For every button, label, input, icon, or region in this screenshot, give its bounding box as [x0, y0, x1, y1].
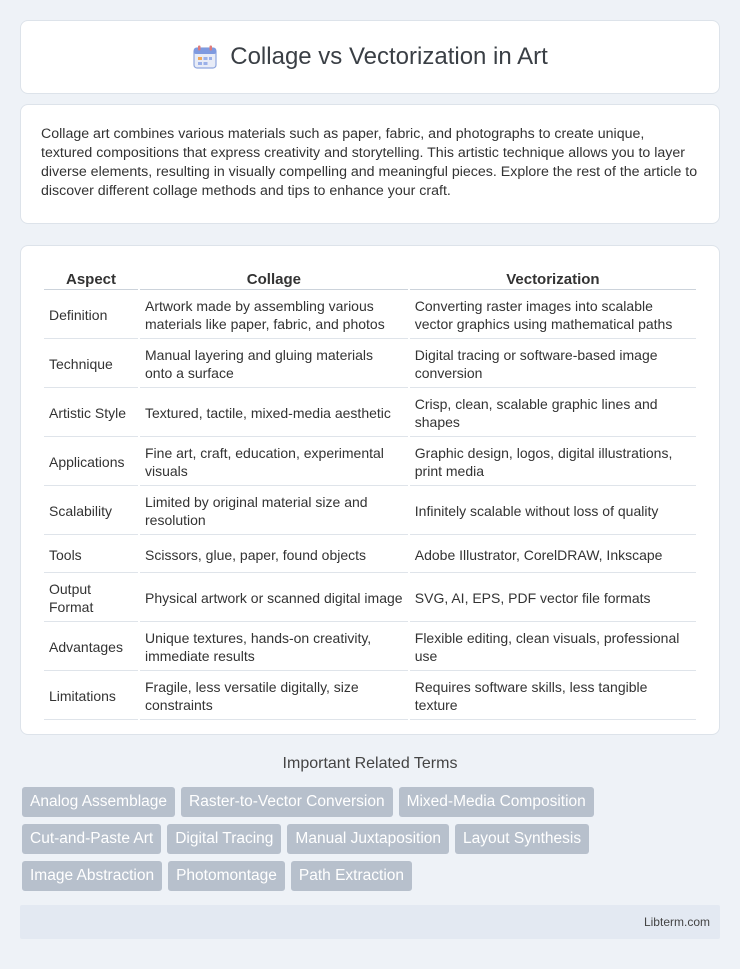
aspect-cell: Tools [44, 537, 138, 573]
table-row [44, 292, 696, 339]
table-row [44, 341, 696, 388]
calendar-icon [192, 44, 218, 70]
aspect-cell: Output Format [44, 575, 138, 622]
table-row [44, 390, 696, 437]
table-row [44, 624, 696, 671]
page-title: Collage vs Vectorization in Art [230, 43, 548, 70]
table-row [44, 575, 696, 622]
header-aspect: Aspect [44, 268, 138, 290]
aspect-cell: Technique [44, 341, 138, 388]
aspect-cell: Advantages [44, 624, 138, 671]
table-row [44, 488, 696, 535]
vectorization-cell: SVG, AI, EPS, PDF vector file formats [410, 575, 696, 622]
tag-row [22, 824, 722, 854]
vectorization-cell: Infinitely scalable without loss of quality [410, 488, 696, 535]
collage-cell: Fine art, craft, education, experimental visuals [140, 439, 408, 486]
vectorization-cell: Flexible editing, clean visuals, professional use [410, 624, 696, 671]
related-term-tag[interactable]: Photomontage [168, 861, 285, 891]
collage-cell: Physical artwork or scanned digital image [140, 575, 408, 622]
related-term-tag[interactable]: Manual Juxtaposition [287, 824, 449, 854]
vectorization-cell: Adobe Illustrator, CorelDRAW, Inkscape [410, 537, 696, 573]
vectorization-cell: Converting raster images into scalable vector graphics using mathematical paths [410, 292, 696, 339]
tag-row [22, 787, 722, 817]
aspect-cell: Definition [44, 292, 138, 339]
header-vectorization: Vectorization [410, 268, 696, 290]
table-row [44, 537, 696, 573]
aspect-cell: Artistic Style [44, 390, 138, 437]
collage-cell: Unique textures, hands-on creativity, immediate results [140, 624, 408, 671]
related-term-tag[interactable]: Digital Tracing [167, 824, 281, 854]
collage-cell: Textured, tactile, mixed-media aesthetic [140, 390, 408, 437]
tag-row [22, 861, 722, 891]
intro-text: Collage art combines various materials such as paper, fabric, and photographs to create unique, textured compositions that express creativity and storytelling. This artistic technique allows you to layer diverse elements, resulting in visually compelling and meaningful pieces. Explore the rest of the article to discover different collage methods and tips to enhance your craft. [41, 126, 698, 199]
page-header [20, 20, 720, 94]
table-row [44, 673, 696, 720]
related-terms-title: Important Related Terms [282, 755, 458, 772]
vectorization-cell: Crisp, clean, scalable graphic lines and shapes [410, 390, 696, 437]
footer [20, 905, 720, 939]
vectorization-cell: Requires software skills, less tangible texture [410, 673, 696, 720]
collage-cell: Manual layering and gluing materials onto a surface [140, 341, 408, 388]
vectorization-cell: Graphic design, logos, digital illustrations, print media [410, 439, 696, 486]
aspect-cell: Applications [44, 439, 138, 486]
aspect-cell: Scalability [44, 488, 138, 535]
footer-site[interactable]: Libterm.com [643, 915, 710, 929]
collage-cell: Limited by original material size and resolution [140, 488, 408, 535]
related-term-tag[interactable]: Raster-to-Vector Conversion [181, 787, 393, 817]
related-terms [22, 787, 722, 898]
collage-cell: Fragile, less versatile digitally, size constraints [140, 673, 408, 720]
aspect-cell: Limitations [44, 673, 138, 720]
related-term-tag[interactable]: Image Abstraction [22, 861, 162, 891]
vectorization-cell: Digital tracing or software-based image conversion [410, 341, 696, 388]
related-term-tag[interactable]: Mixed-Media Composition [399, 787, 594, 817]
comparison-table [42, 266, 698, 722]
header-collage: Collage [140, 268, 408, 290]
table-row [44, 439, 696, 486]
related-term-tag[interactable]: Path Extraction [291, 861, 412, 891]
related-term-tag[interactable]: Cut-and-Paste Art [22, 824, 161, 854]
collage-cell: Scissors, glue, paper, found objects [140, 537, 408, 573]
collage-cell: Artwork made by assembling various materials like paper, fabric, and photos [140, 292, 408, 339]
intro-section [20, 104, 720, 224]
related-term-tag[interactable]: Layout Synthesis [455, 824, 589, 854]
related-term-tag[interactable]: Analog Assemblage [22, 787, 175, 817]
comparison-table-card [20, 245, 720, 735]
